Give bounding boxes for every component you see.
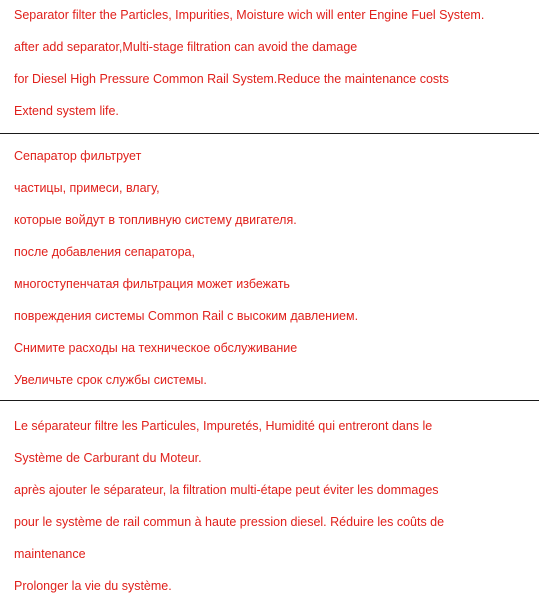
russian-line-3: которые войдут в топливную систему двигателя. (14, 213, 297, 227)
russian-line-4: после добавления сепаратора, (14, 245, 195, 259)
english-line-3: for Diesel High Pressure Common Rail System.Reduce the maintenance costs (14, 72, 449, 86)
french-line-6: Prolonger la vie du système. (14, 579, 172, 593)
russian-line-5: многоступенчатая фильтрация может избежать (14, 277, 290, 291)
english-line-4: Extend system life. (14, 104, 119, 118)
section-divider-1 (0, 133, 539, 134)
french-line-3: après ajouter le séparateur, la filtration multi-étape peut éviter les dommages (14, 483, 439, 497)
russian-line-8: Увеличьте срок службы системы. (14, 373, 207, 387)
section-divider-2 (0, 400, 539, 401)
french-line-5: maintenance (14, 547, 86, 561)
russian-line-1: Сепаратор фильтрует (14, 149, 142, 163)
french-line-4: pour le système de rail commun à haute pression diesel. Réduire les coûts de (14, 515, 445, 529)
russian-line-2: частицы, примеси, влагу, (14, 181, 160, 195)
english-line-1: Separator filter the Particles, Impurities, Moisture wich will enter Engine Fuel System. (14, 8, 485, 22)
russian-line-6: повреждения системы Common Rail с высоким давлением. (14, 309, 359, 323)
english-line-2: after add separator,Multi-stage filtration can avoid the damage (14, 40, 358, 54)
french-line-1: Le séparateur filtre les Particules, Impuretés, Humidité qui entreront dans le (14, 419, 433, 433)
russian-line-7: Снимите расходы на техническое обслуживание (14, 341, 298, 355)
french-line-2: Système de Carburant du Moteur. (14, 451, 202, 465)
